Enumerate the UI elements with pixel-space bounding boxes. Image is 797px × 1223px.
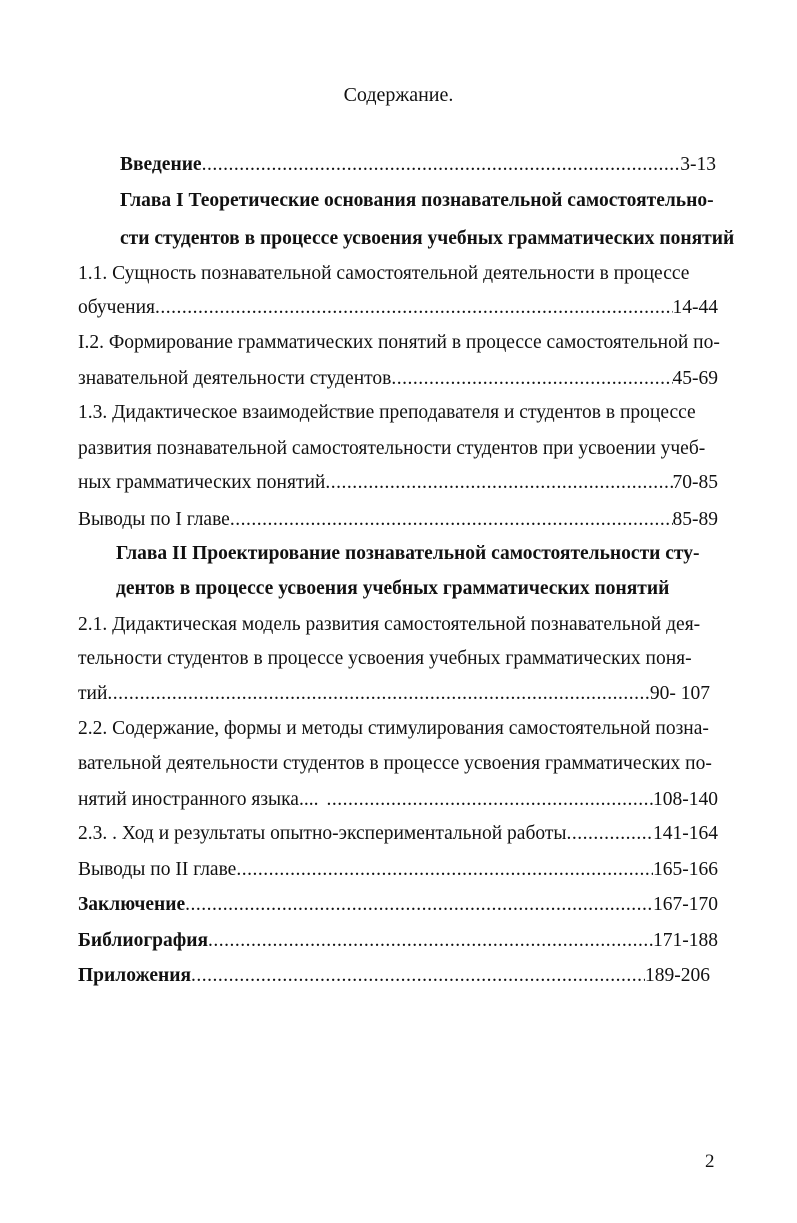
toc-entry-chapter-1-conclusions[interactable] [78, 507, 718, 533]
toc-entry-1-3-line-1: 1.3. Дидактическое взаимодействие преподавателя и студентов в процессе [78, 402, 696, 423]
toc-label: Введение [120, 154, 202, 175]
toc-leader [202, 152, 681, 178]
toc-label: тий [78, 683, 108, 704]
toc-entry-1-3[interactable] [78, 470, 718, 496]
toc-leader [107, 681, 649, 707]
toc-entry-intro[interactable] [120, 152, 716, 178]
page-title: Содержание. [343, 84, 454, 106]
page-number: 2 [705, 1151, 715, 1172]
toc-leader [208, 928, 653, 954]
toc-pages: 108-140 [653, 789, 718, 810]
toc-leader [191, 963, 645, 989]
toc-leader [567, 821, 654, 847]
toc-label: знавательной деятельности студентов [78, 368, 392, 389]
toc-entry-2-2-line-1: 2.2. Содержание, формы и методы стимулирования самостоятельной позна- [78, 718, 709, 739]
toc-label: Приложения [78, 965, 192, 986]
toc-label: Выводы по II главе [78, 859, 237, 880]
toc-pages: 14-44 [672, 297, 718, 318]
toc-pages: 45-69 [672, 368, 718, 389]
toc-leader [155, 295, 673, 321]
toc-leader [325, 470, 672, 496]
toc-leader [185, 892, 653, 918]
toc-label: Выводы по I главе [78, 509, 230, 530]
chapter-2-heading-line-1: Глава II Проектирование познавательной самостоятельности сту- [116, 543, 700, 564]
toc-label: нятий иностранного языка.... [78, 789, 319, 810]
toc-entry-1-3-line-2: развития познавательной самостоятельности студентов при усвоении учеб- [78, 438, 706, 459]
toc-pages: 3-13 [680, 154, 716, 175]
toc-pages: 189-206 [645, 965, 710, 986]
toc-label: обучения [78, 297, 155, 318]
toc-entry-2-2-line-2: вательной деятельности студентов в процессе усвоения грамматических по- [78, 753, 712, 774]
toc-entry-2-3[interactable] [78, 821, 718, 847]
toc-entry-1-2-line-1: I.2. Формирование грамматических понятий в процессе самостоятельной по- [78, 332, 720, 353]
toc-pages: 165-166 [653, 859, 718, 880]
toc-entry-2-1-line-1: 2.1. Дидактическая модель развития самостоятельной познавательной дея- [78, 614, 701, 635]
toc-entry-bibliography[interactable] [78, 928, 718, 954]
toc-entry-1-1-line-1: 1.1. Сущность познавательной самостоятельной деятельности в процессе [78, 263, 690, 284]
toc-pages: 167-170 [653, 894, 718, 915]
toc-pages: 171-188 [653, 930, 718, 951]
toc-pages: 141-164 [653, 823, 718, 844]
toc-leader [230, 507, 673, 533]
toc-label: 2.3. . Ход и результаты опытно-экспериментальной работы [78, 823, 567, 844]
toc-entry-2-2[interactable] [78, 787, 718, 813]
chapter-1-heading-line-2: сти студентов в процессе усвоения учебных грамматических понятий [120, 228, 735, 249]
toc-entry-1-2[interactable] [78, 366, 718, 392]
toc-leader [236, 857, 653, 883]
toc-label: Библиография [78, 930, 209, 951]
toc-leader [326, 787, 653, 813]
toc-entry-1-1[interactable] [78, 295, 718, 321]
toc-pages: 85-89 [672, 509, 718, 530]
toc-entry-2-1-line-2: тельности студентов в процессе усвоения учебных грамматических поня- [78, 648, 692, 669]
chapter-2-heading-line-2: дентов в процессе усвоения учебных грамматических понятий [116, 578, 670, 599]
chapter-1-heading-line-1: Глава I Теоретические основания познавательной самостоятельно- [120, 190, 714, 211]
toc-leader [391, 366, 672, 392]
toc-label: ных грамматических понятий [78, 472, 326, 493]
toc-pages: 70-85 [672, 472, 718, 493]
toc-entry-chapter-2-conclusions[interactable] [78, 857, 718, 883]
toc-entry-2-1[interactable] [78, 681, 710, 707]
toc-pages: 90- 107 [649, 683, 710, 704]
toc-entry-appendices[interactable] [78, 963, 710, 989]
toc-label: Заключение [78, 894, 186, 915]
toc-entry-conclusion[interactable] [78, 892, 718, 918]
